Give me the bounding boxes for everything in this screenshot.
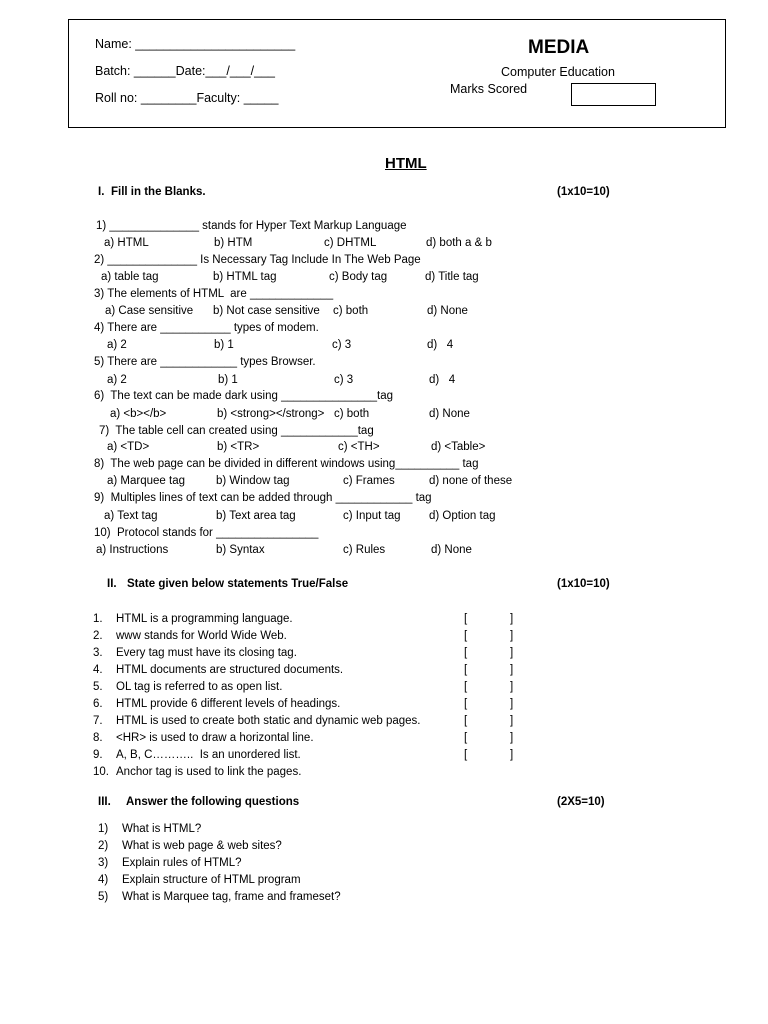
answer-bracket-open: [: [464, 681, 468, 693]
answer-bracket-open: [: [464, 715, 468, 727]
statement-text: HTML documents are structured documents.: [116, 664, 344, 676]
statement-number: 3.: [93, 647, 103, 659]
statement-text: www stands for World Wide Web.: [116, 630, 287, 642]
answer-bracket-close: ]: [510, 681, 514, 693]
section2-heading: State given below statements True/False: [127, 578, 349, 590]
answer-option: a) Text tag: [104, 510, 158, 522]
answer-option: d) <Table>: [431, 441, 486, 453]
statement-text: HTML is a programming language.: [116, 613, 293, 625]
statement-number: 6.: [93, 698, 103, 710]
answer-option: a) <TD>: [107, 441, 150, 453]
answer-bracket-open: [: [464, 647, 468, 659]
question-number: 2): [98, 840, 109, 852]
answer-option: b) Syntax: [216, 544, 265, 556]
question-text: 10) Protocol stands for ________________: [94, 527, 319, 539]
section2-numeral: II.: [107, 578, 117, 590]
answer-option: a) Instructions: [96, 544, 169, 556]
question-text: What is Marquee tag, frame and frameset?: [122, 891, 341, 903]
section3-marks: (2X5=10): [557, 796, 605, 808]
answer-bracket-open: [: [464, 698, 468, 710]
question-text: What is HTML?: [122, 823, 202, 835]
question-text: 8) The web page can be divided in different windows using__________ tag: [94, 458, 479, 470]
question-text: 1) ______________ stands for Hyper Text Markup Language: [96, 220, 407, 232]
section1-numeral: I.: [98, 186, 105, 198]
statement-text: <HR> is used to draw a horizontal line.: [116, 732, 314, 744]
name-field-label: Name: _______________________: [95, 37, 296, 51]
answer-bracket-close: ]: [510, 715, 514, 727]
answer-option: b) HTM: [214, 237, 253, 249]
answer-option: c) DHTML: [324, 237, 377, 249]
answer-bracket-open: [: [464, 613, 468, 625]
section1-marks: (1x10=10): [557, 186, 610, 198]
answer-bracket-open: [: [464, 630, 468, 642]
statement-text: HTML provide 6 different levels of headings.: [116, 698, 341, 710]
answer-option: a) 2: [107, 339, 127, 351]
answer-bracket-close: ]: [510, 630, 514, 642]
question-number: 4): [98, 874, 109, 886]
answer-option: c) Frames: [343, 475, 395, 487]
statement-number: 1.: [93, 613, 103, 625]
answer-bracket-open: [: [464, 664, 468, 676]
answer-option: a) Case sensitive: [105, 305, 194, 317]
question-text: What is web page & web sites?: [122, 840, 282, 852]
answer-bracket-close: ]: [510, 647, 514, 659]
answer-option: b) 1: [214, 339, 234, 351]
statement-number: 5.: [93, 681, 103, 693]
answer-option: d) None: [427, 305, 468, 317]
answer-option: c) Body tag: [329, 271, 388, 283]
answer-option: a) table tag: [101, 271, 159, 283]
section2-marks: (1x10=10): [557, 578, 610, 590]
answer-option: c) <TH>: [338, 441, 380, 453]
statement-number: 7.: [93, 715, 103, 727]
question-number: 5): [98, 891, 109, 903]
answer-option: b) Window tag: [216, 475, 290, 487]
statement-text: HTML is used to create both static and dynamic web pages.: [116, 715, 421, 727]
question-text: 3) The elements of HTML are _____________: [94, 288, 334, 300]
answer-option: b) HTML tag: [213, 271, 277, 283]
statement-number: 2.: [93, 630, 103, 642]
question-text: 6) The text can be made dark using _______________tag: [94, 390, 394, 402]
answer-option: d) both a & b: [426, 237, 492, 249]
question-number: 1): [98, 823, 109, 835]
marks-scored-box: [571, 83, 656, 106]
answer-option: d) 4: [429, 374, 456, 386]
question-text: 9) Multiples lines of text can be added through ____________ tag: [94, 492, 432, 504]
answer-option: d) Title tag: [425, 271, 479, 283]
statement-text: OL tag is referred to as open list.: [116, 681, 283, 693]
answer-option: d) None: [429, 408, 470, 420]
answer-option: d) None: [431, 544, 472, 556]
answer-option: c) Input tag: [343, 510, 401, 522]
question-number: 3): [98, 857, 109, 869]
page-title: HTML: [385, 155, 427, 172]
answer-option: b) Text area tag: [216, 510, 296, 522]
section3-numeral: III.: [98, 796, 111, 808]
statement-number: 9.: [93, 749, 103, 761]
answer-bracket-open: [: [464, 732, 468, 744]
answer-option: b) <TR>: [217, 441, 260, 453]
statement-text: A, B, C……….. Is an unordered list.: [116, 749, 301, 761]
answer-bracket-close: ]: [510, 613, 514, 625]
answer-option: c) both: [334, 408, 370, 420]
question-text: Explain structure of HTML program: [122, 874, 301, 886]
question-text: 4) There are ___________ types of modem.: [94, 322, 319, 334]
answer-option: c) both: [333, 305, 369, 317]
question-text: 7) The table cell can created using ____________tag: [99, 425, 374, 437]
question-text: Explain rules of HTML?: [122, 857, 242, 869]
answer-option: a) Marquee tag: [107, 475, 185, 487]
answer-bracket-open: [: [464, 749, 468, 761]
marks-scored-label: Marks Scored: [450, 82, 528, 96]
statement-number: 10.: [93, 766, 109, 778]
answer-bracket-close: ]: [510, 698, 514, 710]
answer-option: d) 4: [427, 339, 454, 351]
answer-bracket-close: ]: [510, 732, 514, 744]
answer-option: b) Not case sensitive: [213, 305, 320, 317]
answer-option: a) <b></b>: [110, 408, 167, 420]
answer-option: a) HTML: [104, 237, 149, 249]
answer-option: c) 3: [334, 374, 354, 386]
brand-title: MEDIA: [528, 37, 590, 58]
statement-number: 8.: [93, 732, 103, 744]
statement-text: Every tag must have its closing tag.: [116, 647, 297, 659]
batch-date-field-label: Batch: ______Date:___/___/___: [95, 64, 276, 78]
answer-option: a) 2: [107, 374, 127, 386]
answer-option: d) Option tag: [429, 510, 496, 522]
answer-option: c) 3: [332, 339, 352, 351]
answer-option: c) Rules: [343, 544, 386, 556]
question-text: 5) There are ____________ types Browser.: [94, 356, 316, 368]
answer-option: b) 1: [218, 374, 238, 386]
question-text: 2) ______________ Is Necessary Tag Include In The Web Page: [94, 254, 421, 266]
answer-bracket-close: ]: [510, 749, 514, 761]
statement-text: Anchor tag is used to link the pages.: [116, 766, 302, 778]
roll-faculty-field-label: Roll no: ________Faculty: _____: [95, 91, 279, 105]
section3-heading: Answer the following questions: [126, 796, 300, 808]
brand-subtitle: Computer Education: [501, 65, 615, 79]
answer-option: d) none of these: [429, 475, 513, 487]
statement-number: 4.: [93, 664, 103, 676]
section1-heading: Fill in the Blanks.: [111, 186, 206, 198]
answer-bracket-close: ]: [510, 664, 514, 676]
answer-option: b) <strong></strong>: [217, 408, 325, 420]
